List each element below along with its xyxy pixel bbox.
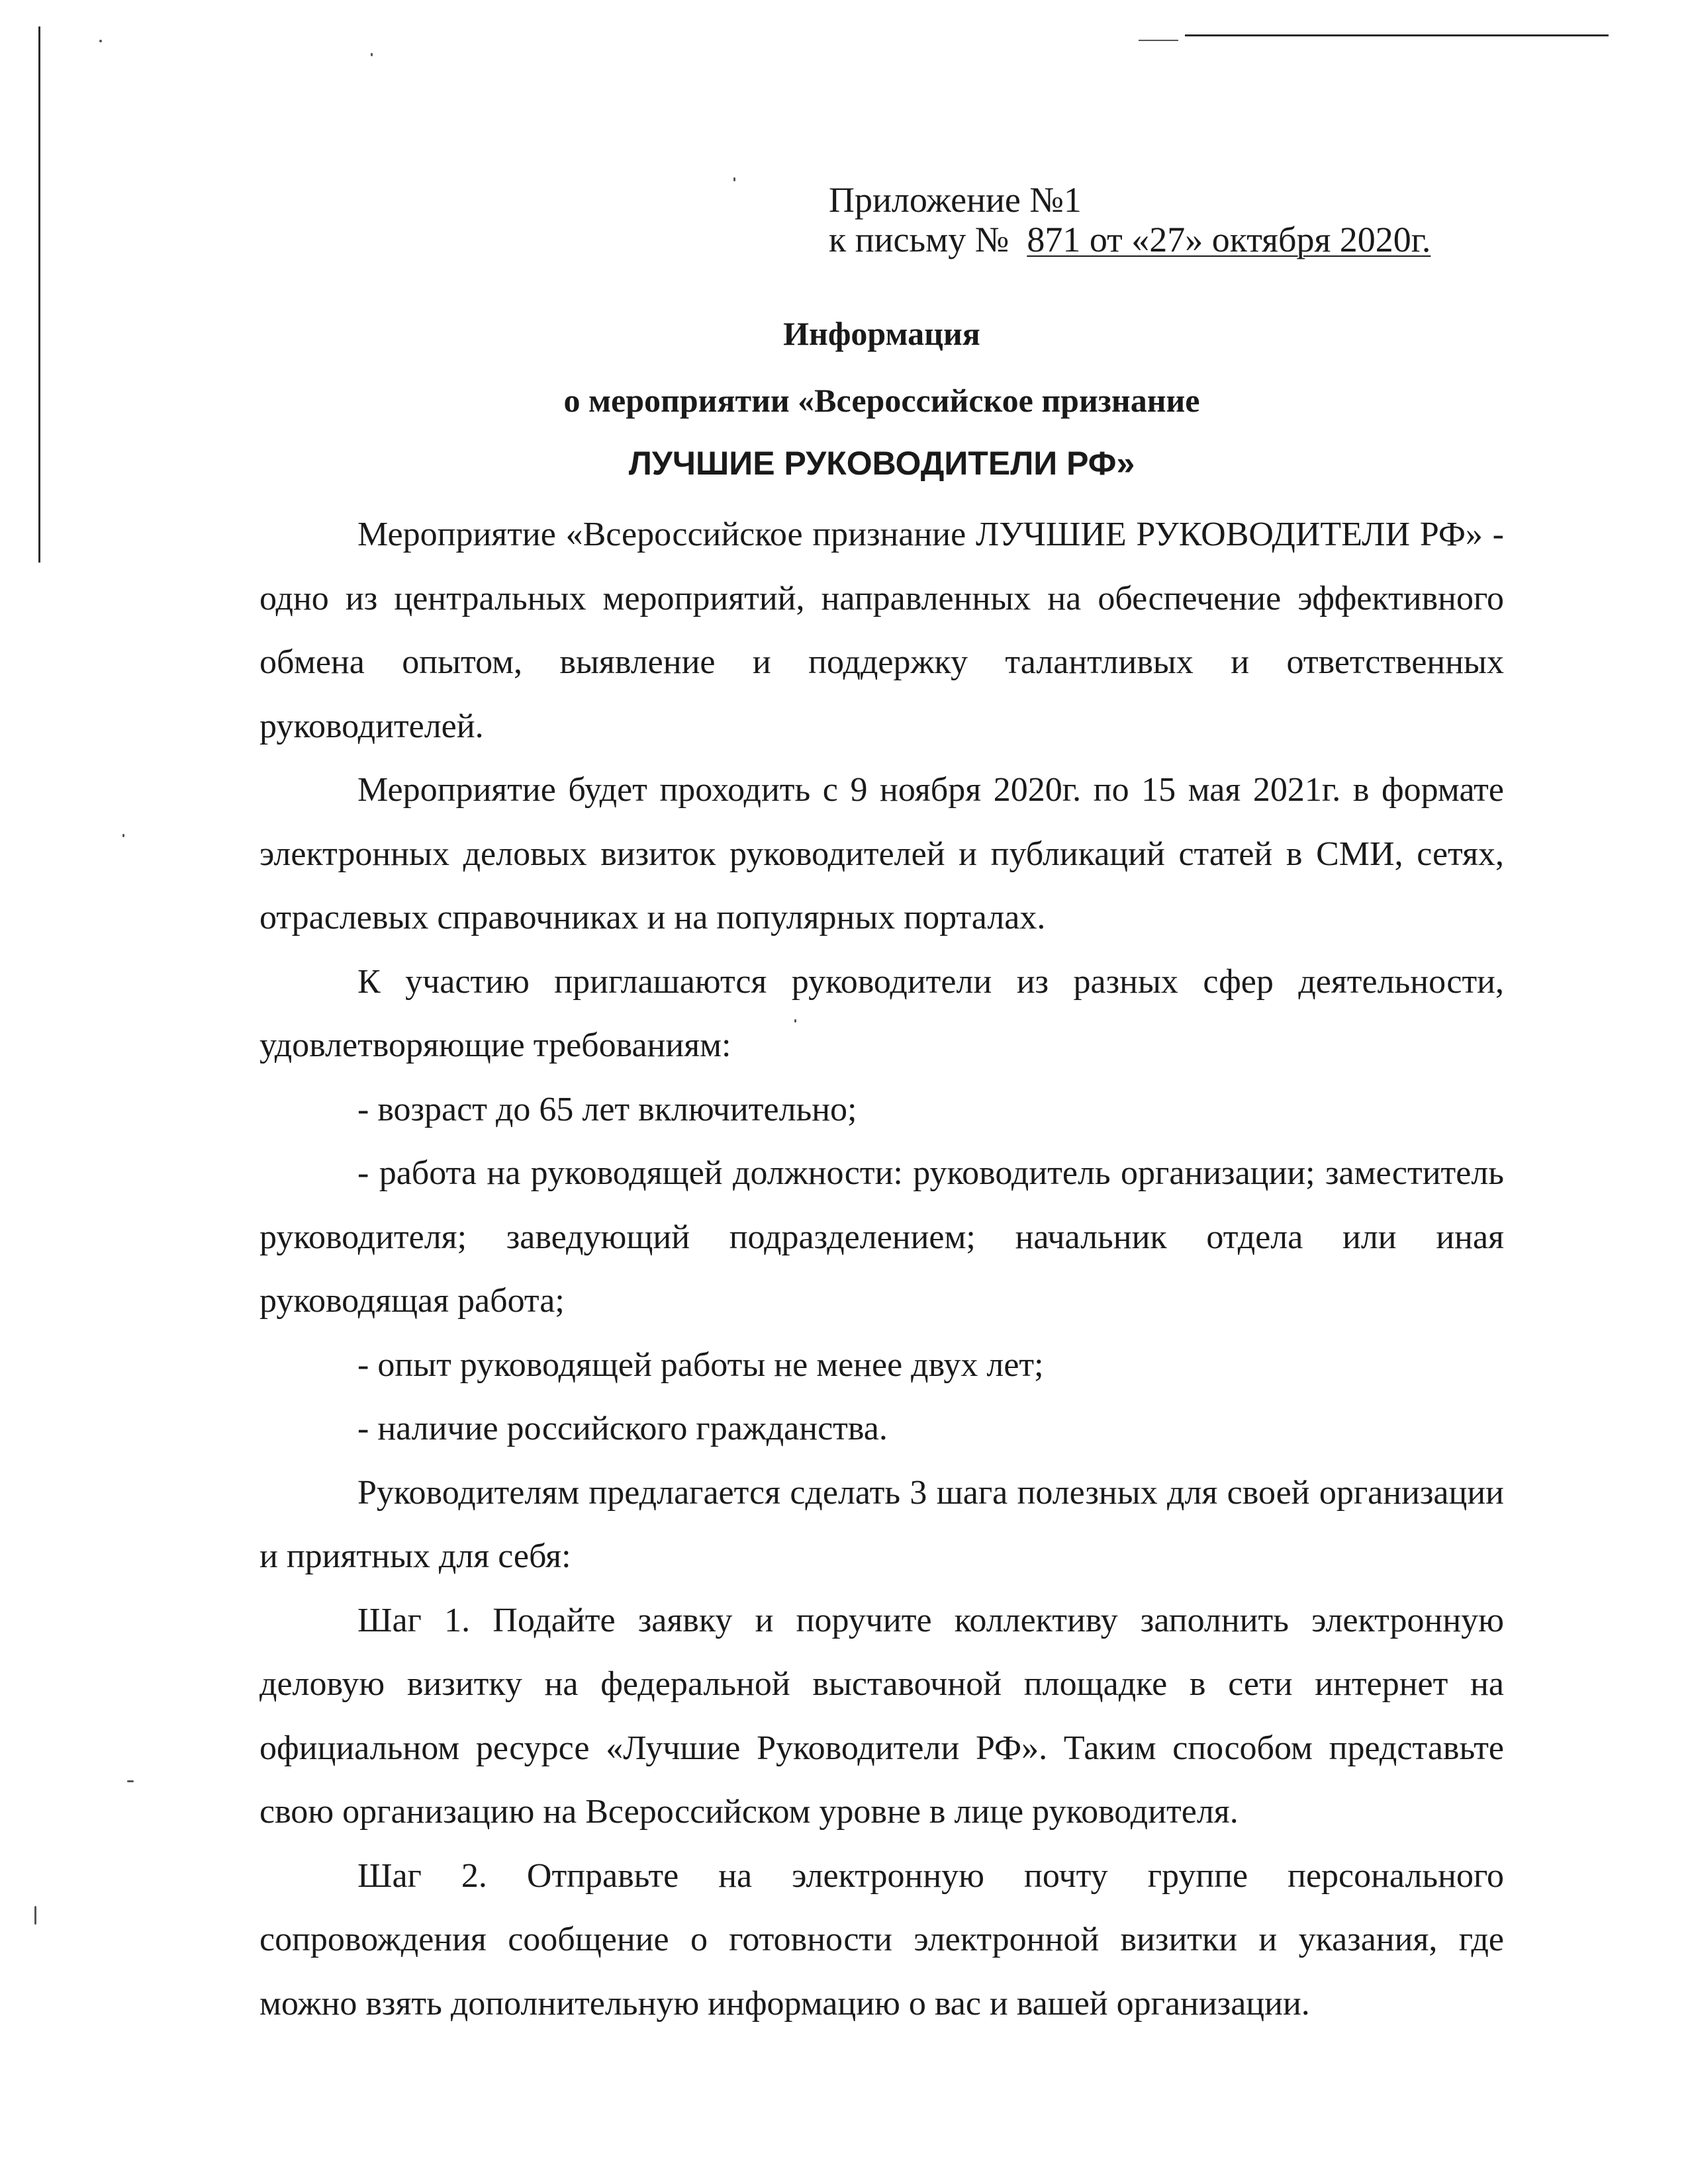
paragraph-step-1: Шаг 1. Подайте заявку и поручите коллективу заполнить электронную деловую визитку на федеральной выставочной площадке в сети интернет на официальном ресурсе «Лучшие Руководители РФ». Таким способом представьте свою организацию на Всероссийском уровне в лице руководителя.: [259, 1601, 1504, 1831]
document-subtitle: о мероприятии «Всероссийское признание: [563, 382, 1200, 419]
paragraph-intro: Мероприятие «Всероссийское признание ЛУЧШИЕ РУКОВОДИТЕЛИ РФ» - одно из центральных мероприятий, направленных на обеспечение эффективного обмена опытом, выявление и поддержку талантливых и ответственных руководителей.: [259, 516, 1504, 745]
document-body: [259, 503, 1504, 2036]
requirement-item: - работа на руководящей должности: руководитель организации; заместитель руководителя; заведующий подразделением; начальник отдела или иная руководящая работа;: [259, 1154, 1504, 1320]
annex-header: [829, 180, 1430, 259]
scan-speck: [34, 1906, 36, 1925]
paragraph-steps-intro: Руководителям предлагается сделать 3 шага полезных для своей организации и приятных для себя:: [259, 1473, 1504, 1575]
document-title: Информация: [783, 315, 980, 352]
scan-speck: [371, 53, 373, 56]
requirement-item: - опыт руководящей работы не менее двух лет;: [357, 1345, 1044, 1384]
scan-speck: [122, 834, 124, 837]
scan-top-dash: [1139, 40, 1178, 41]
scan-speck: [127, 1780, 134, 1782]
paragraph-dates: Мероприятие будет проходить с 9 ноября 2020г. по 15 мая 2021г. в формате электронных деловых визиток руководителей и публикаций статей в СМИ, сетях, отраслевых справочниках и на популярных порталах.: [259, 771, 1504, 936]
document-subtitle-event-name: ЛУЧШИЕ РУКОВОДИТЕЛИ РФ»: [628, 445, 1135, 482]
annex-reference-number-date: 871 от «27» октября 2020г.: [1027, 220, 1431, 259]
annex-reference: [829, 220, 1430, 259]
scan-edge-line: [38, 26, 40, 563]
annex-title: Приложение №1: [829, 180, 1082, 220]
annex-reference-prefix: к письму №: [829, 220, 1027, 259]
scan-speck: [733, 177, 735, 181]
scan-top-line: [1185, 34, 1609, 36]
scan-speck: [99, 40, 102, 42]
paragraph-step-2: Шаг 2. Отправьте на электронную почту группе персонального сопровождения сообщение о готовности электронной визитки и указания, где можно взять дополнительную информацию о вас и вашей организации.: [259, 1856, 1504, 2023]
paragraph-invitation: К участию приглашаются руководители из разных сфер деятельности, удовлетворяющие требованиям:: [259, 962, 1504, 1064]
requirement-item: - наличие российского гражданства.: [357, 1410, 888, 1447]
requirement-item: - возраст до 65 лет включительно;: [357, 1090, 857, 1128]
